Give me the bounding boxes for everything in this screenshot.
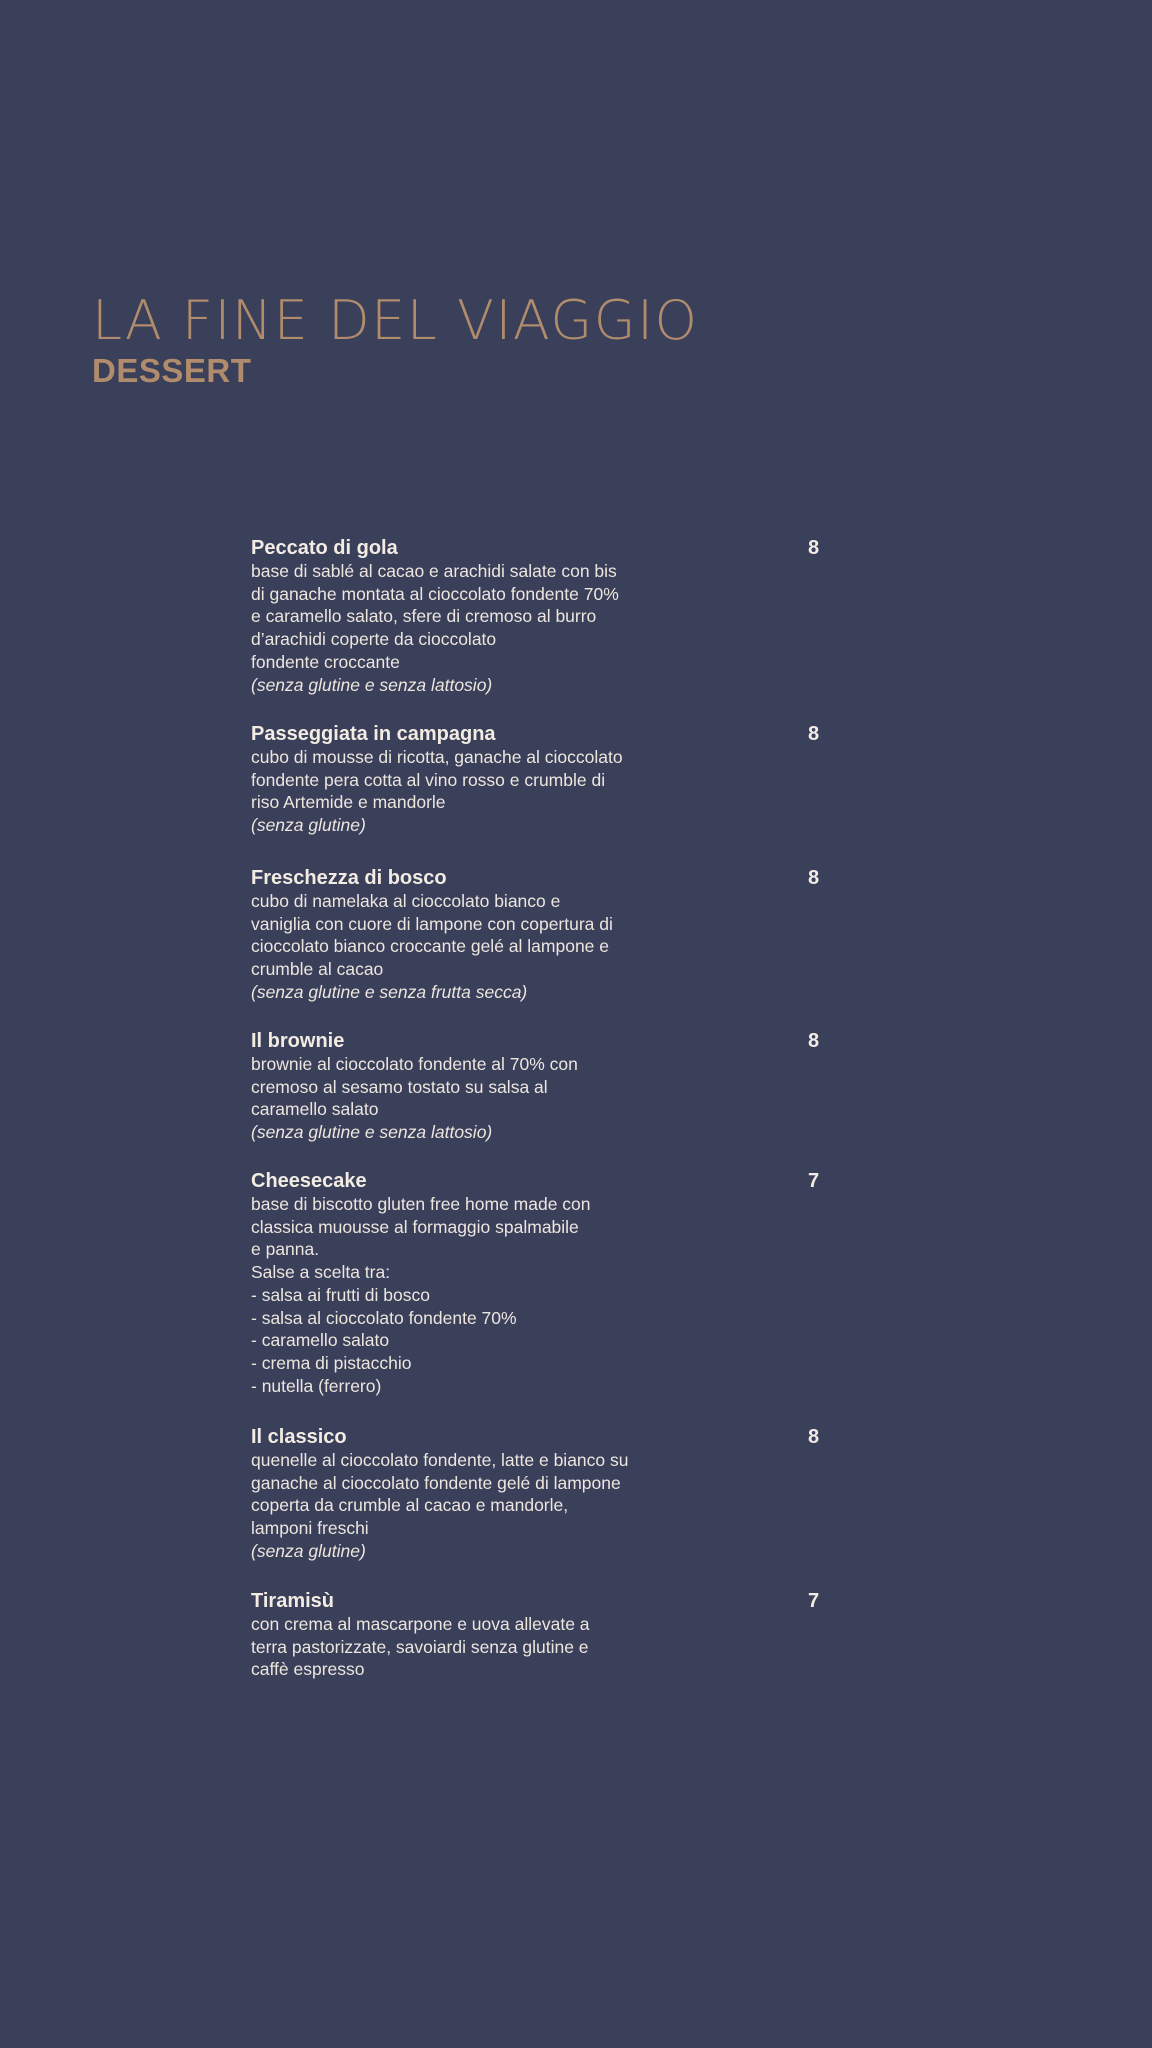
menu-item-price: 7: [808, 1590, 820, 1612]
menu-item-description-line: cremoso al sesamo tostato su salsa al: [251, 1076, 548, 1097]
menu-item-name: Tiramisù: [251, 1590, 334, 1612]
menu-item-description-line: d’arachidi coperte da cioccolato: [251, 629, 497, 650]
menu-item-description-line: caramello salato: [251, 1099, 379, 1120]
menu-item-description-line: lamponi freschi: [251, 1518, 369, 1539]
menu-item: [251, 866, 831, 1004]
menu-item-description-line: - nutella (ferrero): [251, 1375, 382, 1396]
menu-item-description-line: Salse a scelta tra:: [251, 1262, 391, 1283]
menu-item-description-line: quenelle al cioccolato fondente, latte e bianco su: [251, 1450, 629, 1470]
menu-item-description-line: di ganache montata al cioccolato fondente 70%: [251, 583, 619, 604]
menu-item: [251, 1169, 831, 1397]
menu-item-description-line: classica muousse al formaggio spalmabile: [251, 1216, 579, 1237]
menu-item-description-line: coperta da crumble al cacao e mandorle,: [251, 1495, 569, 1516]
menu-item: [251, 722, 831, 837]
menu-item-price: 8: [808, 1030, 820, 1052]
menu-item-description-line: cubo di mousse di ricotta, ganache al cioccolato: [251, 747, 623, 767]
menu-item-description-line: ganache al cioccolato fondente gelé di lampone: [251, 1472, 621, 1493]
menu-item-description-line: - salsa ai frutti di bosco: [251, 1284, 430, 1305]
menu-item-price: 8: [808, 723, 820, 745]
menu-item-description-line: - salsa al cioccolato fondente 70%: [251, 1307, 517, 1328]
menu-item-name: Cheesecake: [251, 1170, 367, 1192]
menu-item-description-line: riso Artemide e mandorle: [251, 792, 446, 813]
menu-item-price: 8: [808, 537, 820, 559]
menu-item: [251, 536, 831, 696]
menu-item-price: 8: [808, 1426, 820, 1448]
menu-item-description-line: fondente croccante: [251, 651, 400, 672]
menu-item-description-line: fondente pera cotta al vino rosso e crumble di: [251, 769, 606, 790]
menu-item-price: 7: [808, 1170, 820, 1192]
menu-item: [251, 1425, 831, 1563]
menu-item-description-line: cubo di namelaka al cioccolato bianco e: [251, 891, 561, 911]
menu-item-dietary-note: (senza glutine): [251, 815, 366, 836]
menu-item: [251, 1589, 831, 1681]
page-title: LA FINE DEL VIAGGIO: [92, 289, 699, 352]
menu-item-name: Il classico: [251, 1426, 347, 1448]
menu-item-description-line: brownie al cioccolato fondente al 70% con: [251, 1054, 578, 1074]
menu-item-description-line: cioccolato bianco croccante gelé al lampone e: [251, 936, 609, 957]
menu-item-description-line: e panna.: [251, 1239, 320, 1260]
menu-item-price: 8: [808, 867, 820, 889]
menu-item-description-line: base di biscotto gluten free home made con: [251, 1194, 591, 1214]
menu-item-dietary-note: (senza glutine e senza frutta secca): [251, 981, 528, 1002]
menu-item-dietary-note: (senza glutine e senza lattosio): [251, 1122, 493, 1143]
menu-item-description-line: - caramello salato: [251, 1330, 390, 1351]
section-subtitle: DESSERT: [92, 352, 252, 389]
menu-item-description-line: vaniglia con cuore di lampone con copertura di: [251, 913, 613, 934]
menu-item-name: Il brownie: [251, 1030, 345, 1052]
menu-item-name: Freschezza di bosco: [251, 867, 447, 889]
menu-item-name: Passeggiata in campagna: [251, 723, 496, 745]
menu-item-description-line: - crema di pistacchio: [251, 1352, 412, 1373]
menu-item: [251, 1029, 831, 1144]
menu-item-description-line: con crema al mascarpone e uova allevate a: [251, 1614, 590, 1634]
menu-item-description-line: terra pastorizzate, savoiardi senza glutine e: [251, 1636, 589, 1657]
menu-item-description-line: crumble al cacao: [251, 959, 384, 980]
menu-item-name: Peccato di gola: [251, 537, 398, 559]
menu-item-description-line: e caramello salato, sfere di cremoso al burro: [251, 606, 597, 627]
menu-item-description-line: base di sablé al cacao e arachidi salate con bis: [251, 561, 617, 581]
menu-item-description-line: caffè espresso: [251, 1659, 365, 1680]
menu-item-dietary-note: (senza glutine): [251, 1540, 366, 1561]
menu-item-dietary-note: (senza glutine e senza lattosio): [251, 674, 493, 695]
